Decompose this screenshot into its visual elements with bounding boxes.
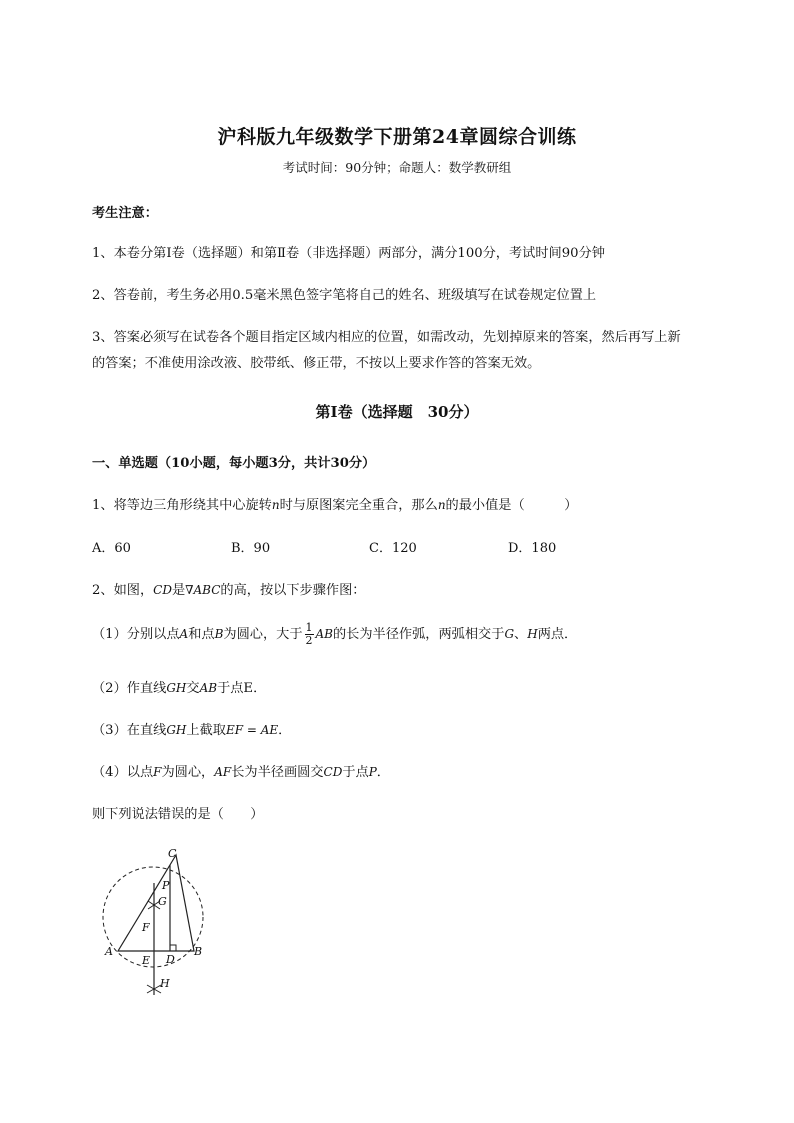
q2-text: 是	[171, 583, 186, 598]
q1-text: 的最小值是（ ）	[445, 498, 578, 513]
var-n: n	[437, 498, 446, 512]
var-a: A	[179, 627, 189, 641]
step-text: 的长为半径作弧，两弧相交于	[333, 627, 505, 642]
notice-item-3-line-1: 3、答案必须写在试卷各个题目指定区域内相应的位置，如需改动，先划掉原来的答案，然后再写上新	[92, 330, 681, 345]
fraction-denominator: 2	[305, 634, 313, 647]
step-text: （3）在直线	[92, 723, 167, 738]
q2-text: 2、如图，	[92, 583, 154, 598]
q1-text: 时与原图案完全重合，那么	[279, 498, 438, 513]
fraction-numerator: 1	[305, 621, 313, 634]
label-p: P	[162, 879, 170, 892]
step-text: 和点	[188, 627, 215, 642]
step-text: 上截取	[186, 723, 226, 738]
var-cd: CD	[153, 583, 172, 597]
q1-text: 1、将等边三角形绕其中心旋转	[92, 498, 272, 513]
question-2-intro	[92, 579, 365, 598]
choice-c[interactable]: C．120	[369, 541, 417, 556]
step-4	[92, 761, 390, 780]
label-d: D	[166, 953, 175, 966]
var-g: G	[504, 627, 515, 641]
choice-d[interactable]: D．180	[508, 541, 557, 556]
step-text: 、	[514, 627, 528, 642]
var-h: H	[527, 627, 538, 641]
step-text: ．	[376, 765, 390, 780]
step-text: （4）以点	[92, 765, 154, 780]
notice-item-2: 2、答卷前，考生务必用0.5毫米黑色签字笔将自己的姓名、班级填写在试卷规定位置上	[92, 288, 597, 303]
notice-heading: 考生注意：	[92, 206, 158, 221]
var-b: B	[214, 627, 224, 641]
step-text: 为圆心，大于	[223, 627, 303, 642]
var-n: n	[271, 498, 280, 512]
var-gh: GH	[166, 723, 187, 737]
var-p: P	[368, 765, 377, 779]
exam-info: 考试时间：90分钟；命题人：数学教研组	[282, 160, 512, 175]
var-triangle-abc: ∇ABC	[185, 583, 221, 597]
label-e: E	[142, 954, 151, 967]
step-text: （1）分别以点	[92, 627, 180, 642]
step-2	[92, 677, 266, 696]
choice-b[interactable]: B．90	[231, 541, 271, 556]
var-f: F	[153, 765, 162, 779]
page-title: 沪科版九年级数学下册第24章圆综合训练	[217, 126, 577, 148]
step-text: 于点	[342, 765, 369, 780]
var-ab: AB	[199, 681, 218, 695]
notice-item-1: 1、本卷分第I卷（选择题）和第Ⅱ卷（非选择题）两部分，满分100分，考试时间90分钟	[92, 246, 605, 261]
step-text: （2）作直线	[92, 681, 167, 696]
step-text: 为圆心，	[161, 765, 215, 780]
choice-a[interactable]: A．60	[92, 541, 131, 556]
label-b: B	[194, 945, 203, 958]
notice-item-3-line-2: 的答案；不准使用涂改液、胶带纸、修正带，不按以上要求作答的答案无效。	[92, 356, 541, 371]
part-heading: 一、单选题（10小题，每小题3分，共计30分）	[92, 456, 376, 471]
label-a: A	[105, 945, 113, 958]
step-text: 交	[186, 681, 200, 696]
step-text: 于点E．	[217, 681, 267, 696]
step-text: 长为半径画圆交	[231, 765, 324, 780]
fraction-one-half	[305, 622, 314, 647]
question-1	[92, 494, 577, 513]
q2-text: 的高，按以下步骤作图：	[220, 583, 366, 598]
var-gh: GH	[166, 681, 187, 695]
section-title: 第I卷（选择题 30分）	[315, 403, 479, 421]
geometry-figure	[98, 845, 228, 1005]
var-cd: CD	[323, 765, 343, 779]
question-2-prompt: 则下列说法错误的是（ ）	[92, 807, 264, 822]
step-3	[92, 719, 291, 738]
step-text: ．	[278, 723, 292, 738]
triangle-abc	[118, 855, 194, 951]
label-g: G	[158, 895, 167, 908]
step-text: 两点．	[537, 627, 578, 642]
label-f: F	[142, 921, 150, 934]
label-c: C	[168, 847, 177, 860]
label-h: H	[160, 977, 170, 990]
equation-ef-ae: EF = AE	[225, 723, 279, 737]
var-af: AF	[214, 765, 232, 779]
step-1	[92, 622, 577, 647]
var-ab: AB	[315, 627, 333, 641]
right-angle-mark	[170, 945, 176, 951]
